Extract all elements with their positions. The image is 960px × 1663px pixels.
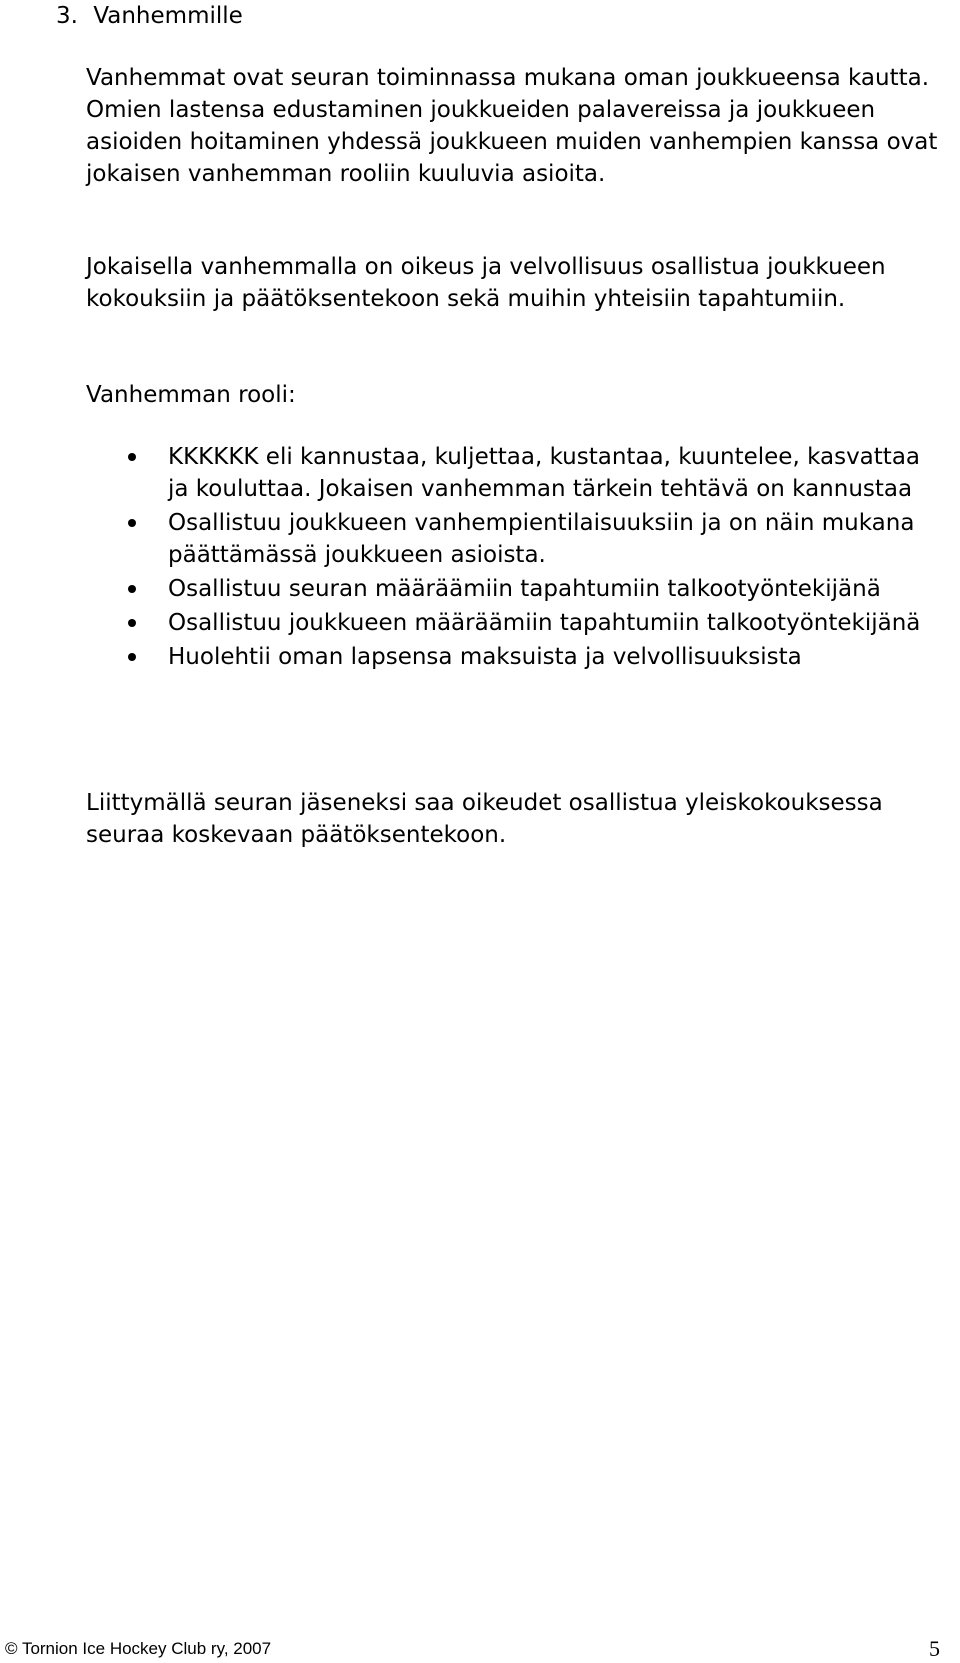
list-item-text: Osallistuu seuran määräämiin tapahtumiin talkootyöntekijänä (168, 576, 881, 602)
bullet-icon (128, 653, 136, 661)
membership-paragraph: Liittymällä seuran jäseneksi saa oikeudet osallistua yleiskokouksessa seuraa koskevaan päätöksentekoon. (86, 790, 883, 848)
intro-paragraph: Vanhemmat ovat seuran toiminnassa mukana oman joukkueensa kautta. Omien lastensa edustaminen joukkueiden palavereissa ja joukkueen asioiden hoitaminen yhdessä joukkueen muiden vanhempien kanssa ovat jokaisen vanhemman rooliin kuuluvia asioita. (86, 65, 938, 187)
role-list (86, 441, 946, 675)
page-number: 5 (929, 1636, 940, 1661)
list-item (86, 641, 946, 673)
bullet-icon (128, 619, 136, 627)
role-heading: Vanhemman rooli: (86, 382, 296, 408)
section-heading (56, 0, 243, 32)
bullet-icon (128, 585, 136, 593)
list-item-text: KKKKKK eli kannustaa, kuljettaa, kustantaa, kuuntelee, kasvattaa ja kouluttaa. Jokaisen vanhemman tärkein tehtävä on kannustaa (168, 444, 921, 502)
footer-copyright: © Tornion Ice Hockey Club ry, 2007 (5, 1639, 272, 1658)
bullet-icon (128, 519, 136, 527)
list-item (86, 441, 946, 505)
bullet-icon (128, 453, 136, 461)
list-item (86, 507, 946, 571)
list-item-text: Huolehtii oman lapsensa maksuista ja velvollisuuksista (168, 644, 802, 670)
list-item (86, 607, 946, 639)
list-item (86, 573, 946, 605)
section-title: Vanhemmille (93, 3, 243, 29)
rights-paragraph: Jokaisella vanhemmalla on oikeus ja velvollisuus osallistua joukkueen kokouksiin ja päätöksentekoon sekä muihin yhteisiin tapahtumiin. (86, 254, 886, 312)
list-item-text: Osallistuu joukkueen määräämiin tapahtumiin talkootyöntekijänä (168, 610, 921, 636)
list-item-text: Osallistuu joukkueen vanhempientilaisuuksiin ja on näin mukana päättämässä joukkueen asioista. (168, 510, 915, 568)
section-number: 3. (56, 3, 78, 29)
